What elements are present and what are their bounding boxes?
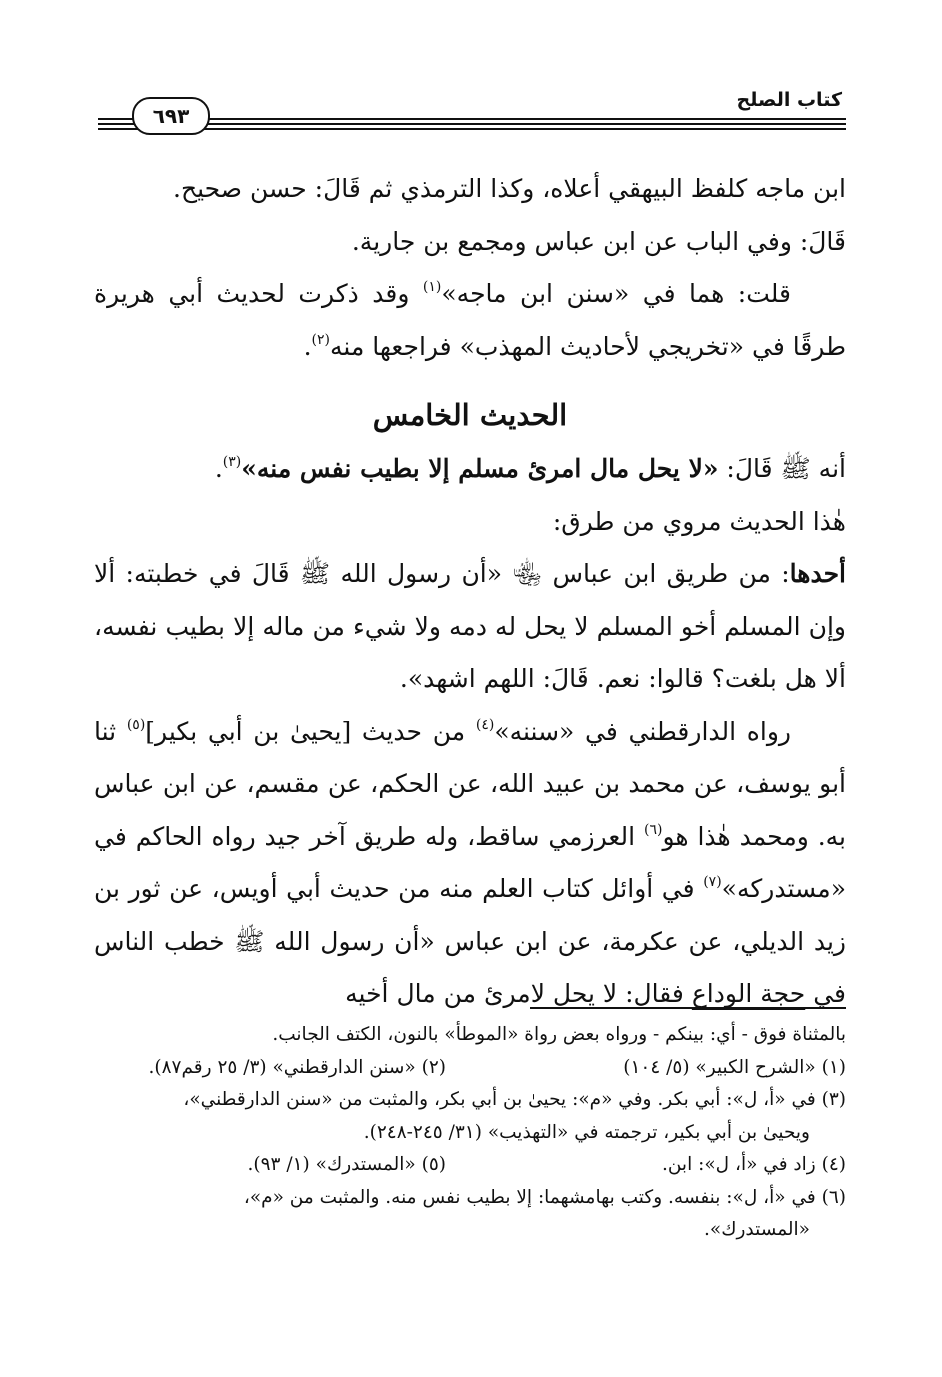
running-header (98, 85, 846, 135)
footnote-ref-6[interactable]: (٦) (643, 821, 663, 838)
paragraph-6 (94, 548, 846, 706)
footnote-ref-2[interactable]: (٢) (311, 331, 330, 348)
paragraph-3 (94, 268, 846, 373)
text: رواه الدارقطني في «سننه» (494, 716, 791, 746)
footnote-row (94, 1052, 846, 1085)
main-text (94, 163, 846, 1021)
text: ثنا أبو يوسف، عن محمد بن عبيد الله، عن الحكم، عن مقسم، عن ابن عباس به. ومحمد هٰذا هو (94, 716, 847, 851)
footnote-4: (٤) زاد في «أ، ل»: ابن. (661, 1154, 846, 1175)
paragraph-4 (94, 443, 846, 496)
footnote-ref-7[interactable]: (٧) (703, 874, 722, 890)
paragraph-7 (94, 706, 846, 1021)
text: وقد ذكرت لحديث أبي هريرة طرقًا في «تخريجي لأحاديث المهذب» فراجعها منه (94, 279, 846, 361)
page-number: ٦٩٣ (132, 97, 210, 135)
footnote-3-cont: ويحيىٰ بن أبي بكير، ترجمته في «التهذيب» (٣١/ ٢٤٥-٢٤٨). (363, 1121, 810, 1143)
chapter-title: كتاب الصلح (736, 89, 842, 111)
hadith-quote: «لا يحل مال امرئ مسلم إلا بطيب نفس منه» (241, 454, 719, 483)
footnotes (94, 1019, 846, 1247)
footnote-1: (١) «الشرح الكبير» (٥/ ١٠٤) (623, 1056, 846, 1078)
text: فقال: لا يحل لامرئ من مال أخيه (345, 979, 692, 1008)
footnote-6-cont: «المستدرك». (704, 1219, 810, 1240)
footnote-3: (٣) في «أ، ل»: أبي بكر. وفي «م»: يحيىٰ بن أبي بكر، والمثبت من «سنن الدارقطني»، (183, 1089, 846, 1110)
paragraph-1: ابن ماجه كلفظ البيهقي أعلاه، وكذا الترمذي ثم قَالَ: حسن صحيح. (173, 174, 846, 203)
paragraph-5: هٰذا الحديث مروي من طرق: (552, 506, 846, 536)
footnote-ref-3[interactable]: (٣) (222, 454, 242, 470)
header-rule (98, 123, 846, 125)
text: . (214, 454, 223, 483)
text: من حديث [يحيىٰ بن أبي بكير] (145, 716, 476, 746)
text: في أوائل كتاب العلم منه من حديث أبي أويس، عن ثور بن زيد الديلي، عن عكرمة، عن ابن عباس «أن رسول الله ﷺ خطب الناس في (94, 874, 846, 1008)
text: . (303, 331, 312, 361)
text: العرزمي ساقط، وله طريق آخر جيد رواه الحاكم في «مستدركه» (94, 821, 846, 903)
footnote-6: (٦) في «أ، ل»: بنفسه. وكتب بهامشهما: إلا بطيب نفس منه. والمثبت من «م»، (243, 1186, 846, 1208)
text: : من طريق ابن عباس ﵄ «أن رسول الله ﷺ قَالَ في خطبته: ألا وإن المسلم أخو المسلم لا يحل له دمه ولا شيء من ماله إلا بطيب نفسه، ألا هل بلغت؟ قالوا: نعم. قَالَ: اللهم اشهد». (94, 559, 846, 693)
footnote-separator (530, 1007, 846, 1009)
text: أنه ﷺ قَالَ: (718, 454, 846, 483)
header-rule (98, 128, 846, 130)
footnote-2: (٢) «سنن الدارقطني» (٣/ ٢٥ رقم٨٧). (148, 1056, 446, 1078)
paragraph-2: قَالَ: وفي الباب عن ابن عباس ومجمع بن جارية. (351, 226, 846, 256)
footnote-ref-5[interactable]: (٥) (126, 716, 146, 733)
header-rule (98, 118, 846, 120)
underlined-text: حجة الوداع (691, 979, 806, 1008)
footnote-ref-1[interactable]: (١) (422, 279, 442, 295)
section-heading: الحديث الخامس (372, 398, 568, 432)
footnote-ref-4[interactable]: (٤) (475, 716, 495, 733)
footnote-row (94, 1149, 846, 1182)
footnote-5: (٥) «المستدرك» (١/ ٩٣). (247, 1154, 446, 1175)
text: قلت: هما في «سنن ابن ماجه» (441, 279, 791, 308)
footnote-continuation: بالمثناة فوق - أي: بينكم - ورواه بعض رواة «الموطأ» بالنون، الكتف الجانب. (272, 1024, 846, 1045)
lead-word: أحدها (789, 559, 846, 588)
